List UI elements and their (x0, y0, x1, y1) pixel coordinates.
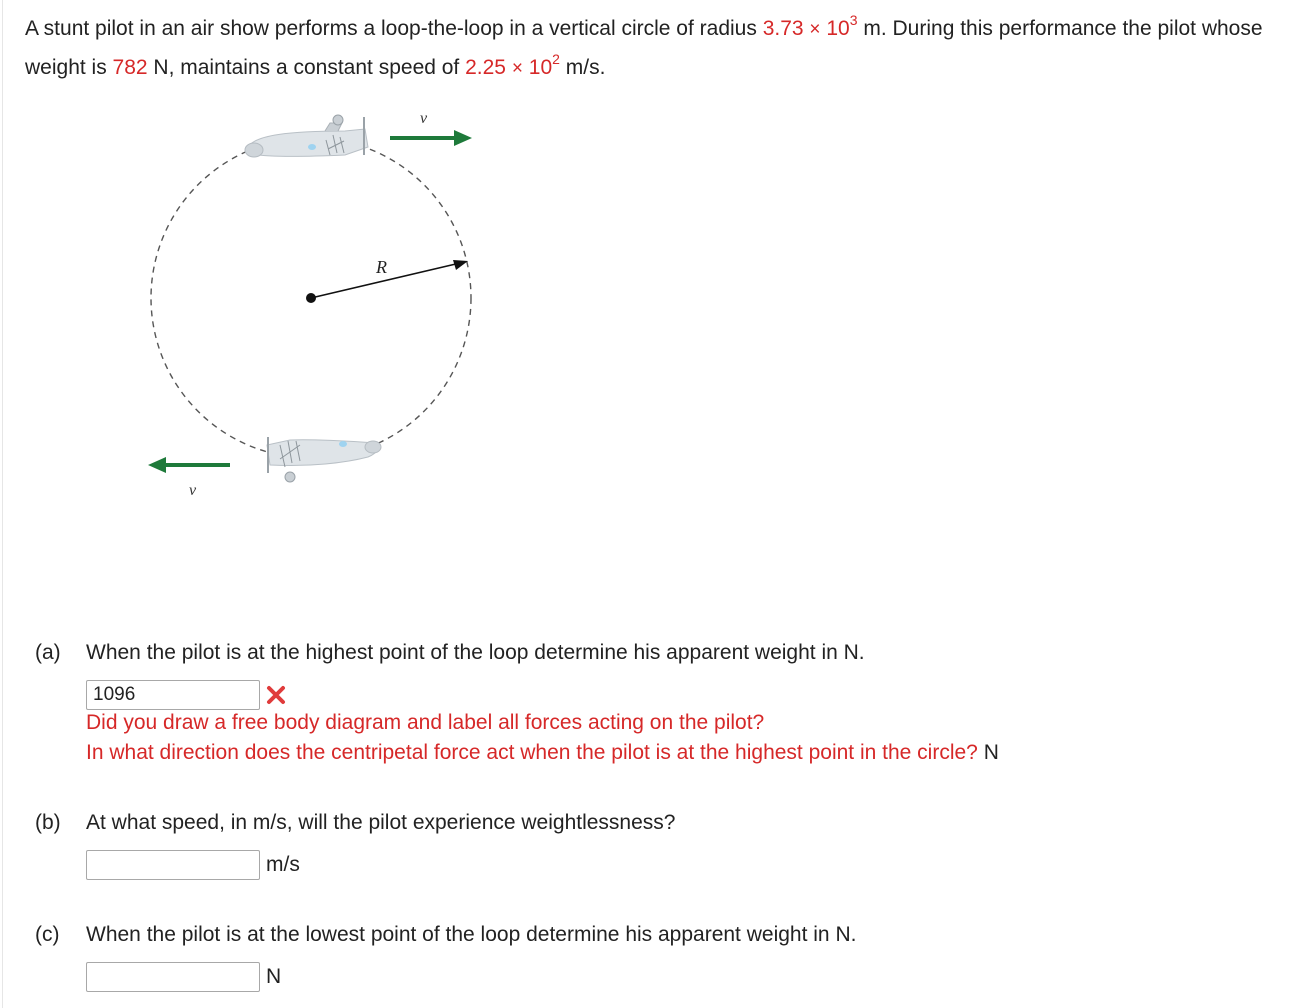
part-b-answer-row (86, 849, 300, 881)
part-a-hint-1: Did you draw a free body diagram and label all forces acting on the pilot? (86, 711, 765, 734)
part-a-question: When the pilot is at the highest point of the loop determine his apparent weight in N. (86, 641, 865, 664)
part-c-unit: N (266, 965, 282, 988)
part-a-hint-unit: N (983, 741, 999, 764)
statement-text-4: m/s. (559, 56, 606, 79)
loop-diagram (130, 95, 490, 505)
part-a-answer-input[interactable] (86, 680, 260, 710)
problem-statement (25, 10, 1290, 88)
bottom-plane-icon (267, 437, 381, 482)
top-plane-icon (245, 115, 368, 157)
part-c-answer-input[interactable] (86, 962, 260, 992)
radius-arrowhead (453, 260, 468, 270)
statement-text-3: N, maintains a constant speed of (147, 56, 466, 79)
part-b-unit: m/s (266, 853, 300, 876)
weight-value: 782 (112, 56, 148, 79)
statement-text-1: A stunt pilot in an air show performs a loop-the-loop in a vertical circle of radius (25, 17, 763, 40)
page-left-border (2, 0, 3, 1008)
part-c-answer-row (86, 961, 281, 993)
bottom-velocity-arrowhead (148, 457, 166, 473)
part-a-hint-2: In what direction does the centripetal force act when the pilot is at the highest point in the circle? N (86, 741, 999, 764)
part-b-question: At what speed, in m/s, will the pilot experience weightlessness? (86, 811, 676, 834)
part-b-label: (b) (35, 811, 61, 834)
statement-text-2: m. During this performance the pilot whose weight is (25, 17, 1263, 79)
part-b-answer-input[interactable] (86, 850, 260, 880)
part-a-label: (a) (35, 641, 61, 664)
x-mark-icon (264, 683, 288, 707)
part-c-label: (c) (35, 923, 60, 946)
center-dot (306, 293, 316, 303)
part-a-answer-row (86, 679, 288, 711)
part-c-question: When the pilot is at the lowest point of the loop determine his apparent weight in N. (86, 923, 857, 946)
radius-label: R (376, 257, 387, 277)
top-velocity-label: v⃗ (420, 110, 440, 127)
top-velocity-arrowhead (454, 130, 472, 146)
bottom-velocity-label: v⃗ (189, 482, 209, 499)
speed-value: $2.25 \times 10^2$ (465, 51, 560, 79)
radius-value: $3.73 \times 10^3$ (762, 12, 858, 40)
